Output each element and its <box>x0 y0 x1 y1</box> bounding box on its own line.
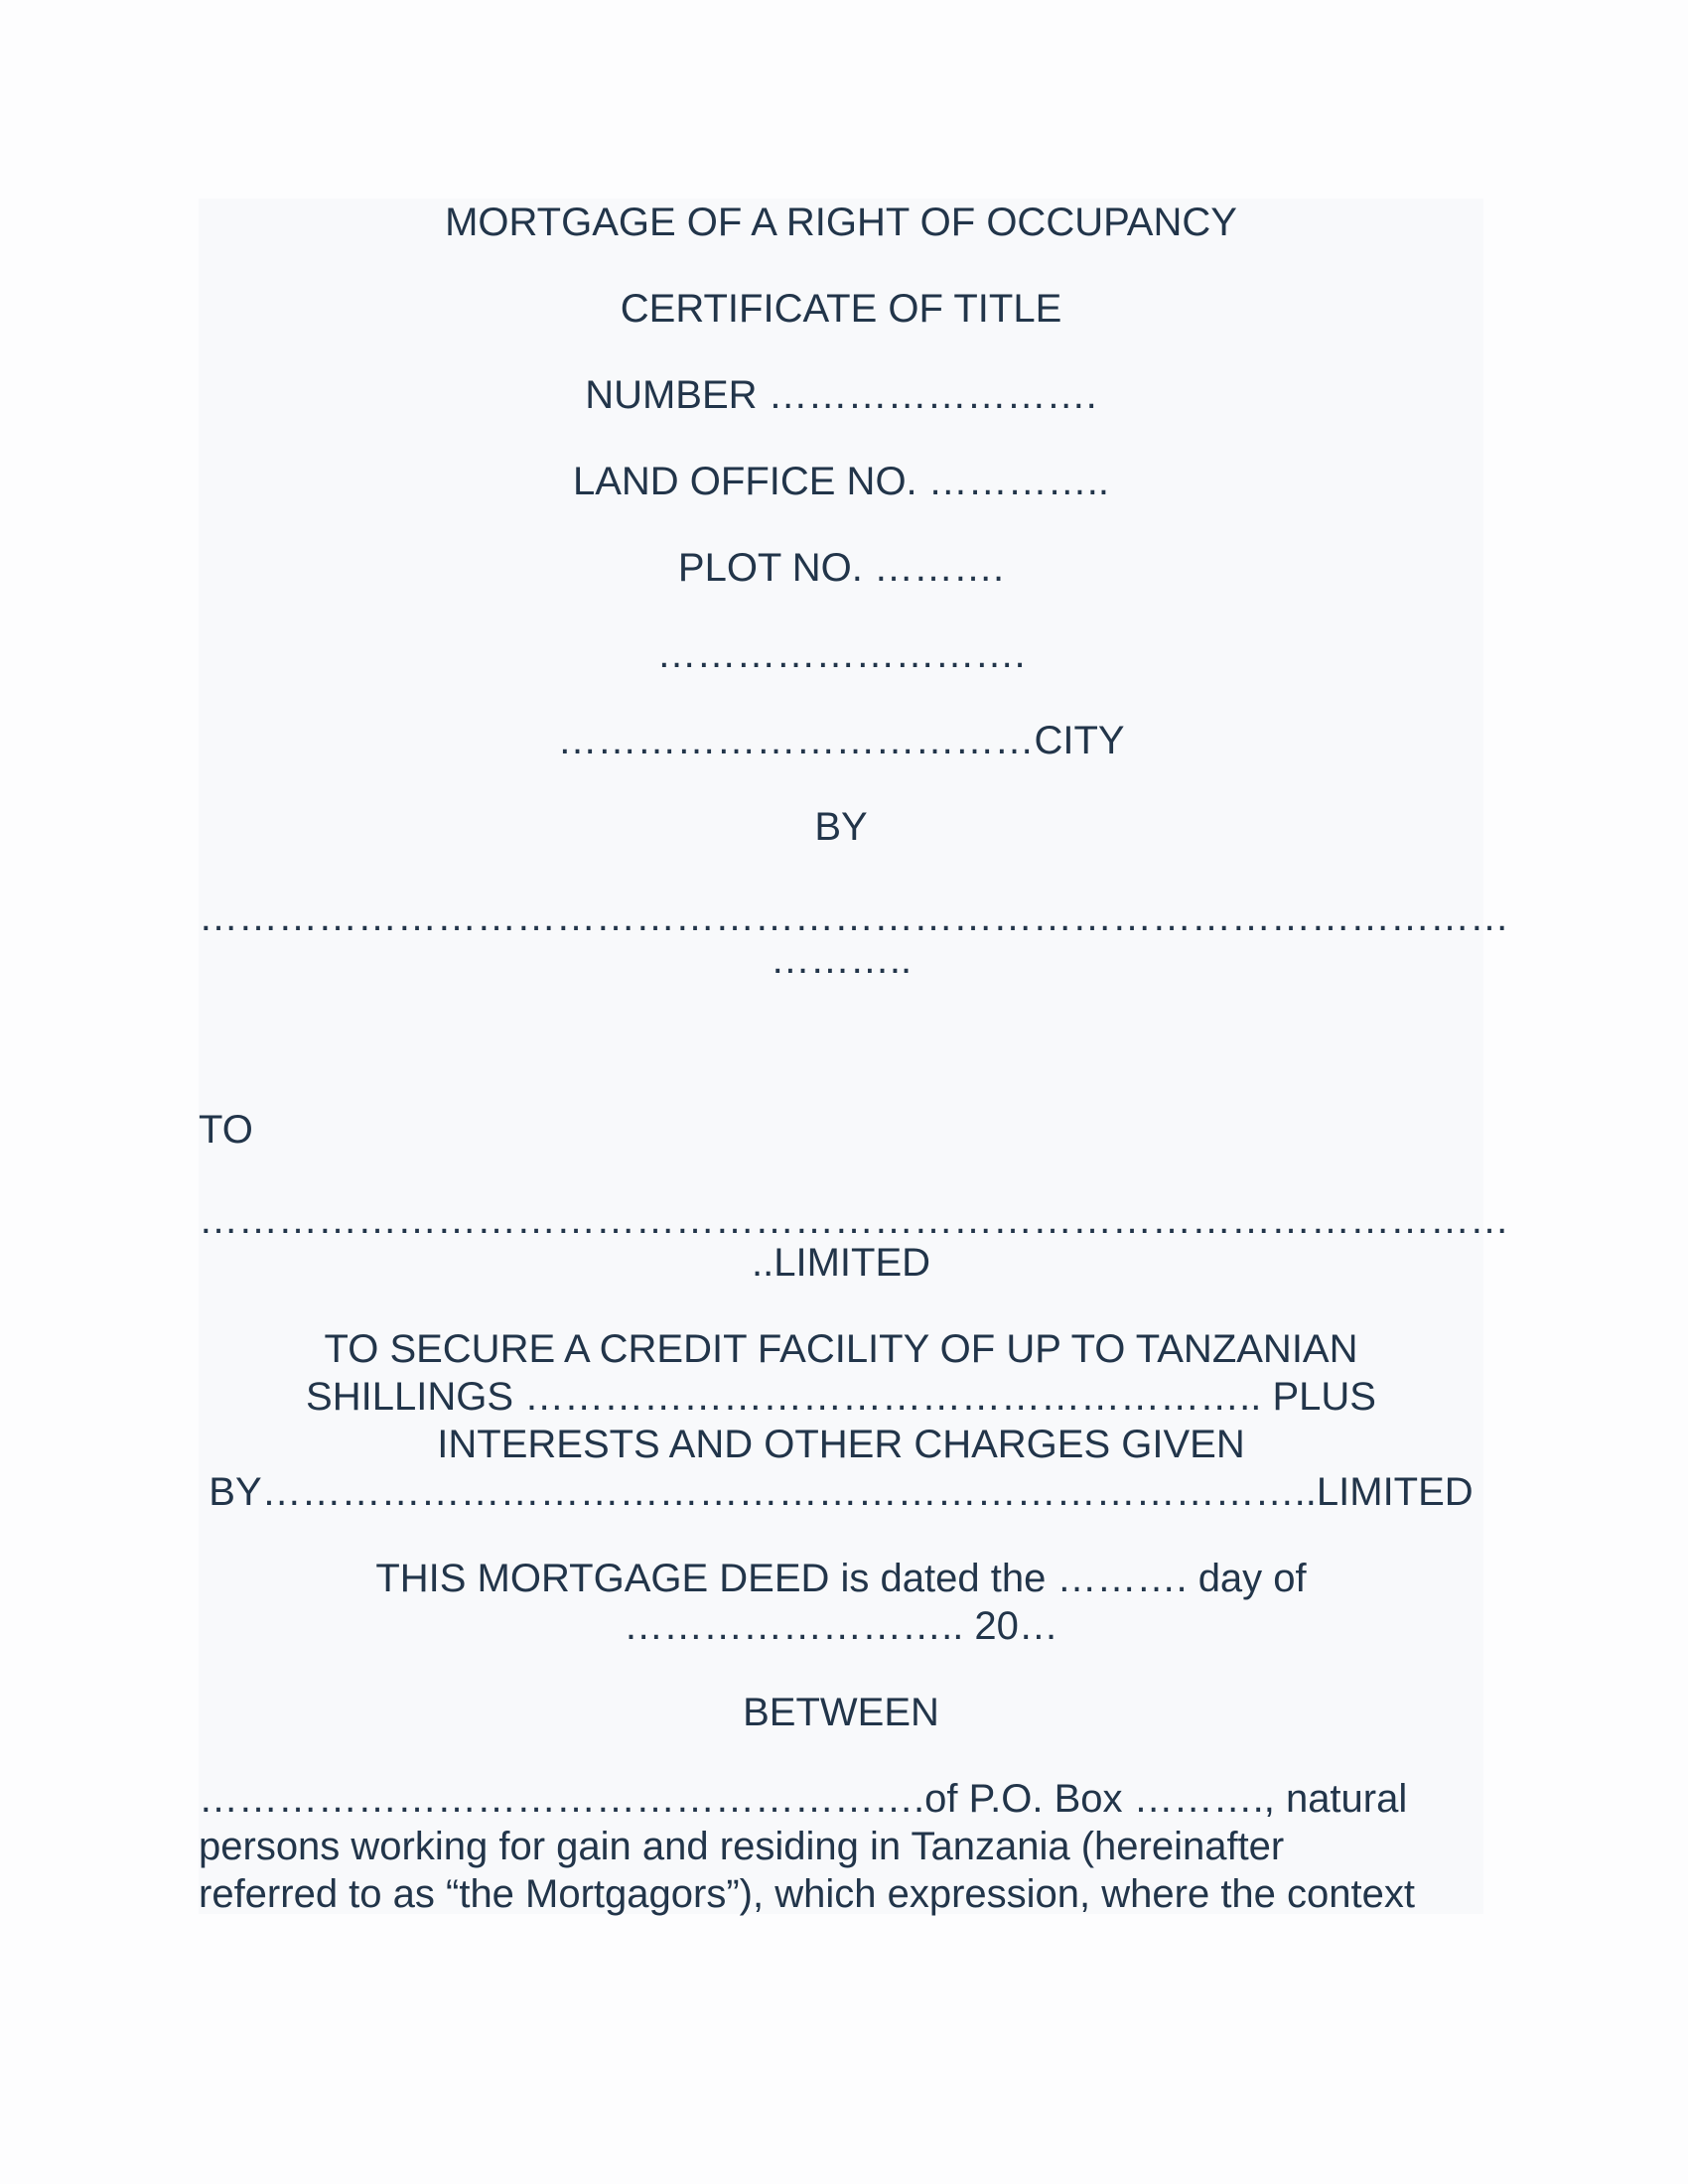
party-clause-line-3: referred to as “the Mortgagors”), which expression, where the context <box>199 1872 1415 1916</box>
mortgagor-blank-line-1: ……………………………………………………………………………………… <box>199 895 1509 939</box>
document-title: MORTGAGE OF A RIGHT OF OCCUPANCY <box>445 201 1237 244</box>
secure-clause-line-1: TO SECURE A CREDIT FACILITY OF UP TO TANZANIAN <box>324 1327 1358 1371</box>
party-clause-line-2: persons working for gain and residing in Tanzania (hereinafter <box>199 1825 1285 1868</box>
mortgagor-blank-line-2: ……….. <box>770 938 913 982</box>
secure-clause-line-2: SHILLINGS ……………………………………………….. PLUS <box>306 1375 1376 1419</box>
plot-number: PLOT NO. ………. <box>677 546 1005 590</box>
land-office-number: LAND OFFICE NO. ………….. <box>572 460 1110 503</box>
blank-line: ………………………. <box>656 632 1026 676</box>
title-number: NUMBER ……………………. <box>585 373 1097 417</box>
date-clause-line-1: THIS MORTGAGE DEED is dated the ………. day of <box>375 1557 1307 1600</box>
secure-clause-line-3: INTERESTS AND OTHER CHARGES GIVEN <box>437 1423 1245 1466</box>
date-clause-line-2: …………………….. 20… <box>624 1604 1058 1648</box>
lender-blank-line-1: ……………………………………………………………………………………… <box>199 1198 1509 1242</box>
certificate-heading: CERTIFICATE OF TITLE <box>620 287 1062 331</box>
by-label: BY <box>814 805 868 849</box>
lender-limited-line: ..LIMITED <box>751 1241 931 1285</box>
document-body <box>199 199 1509 1916</box>
city-line: ………………………………CITY <box>557 719 1125 762</box>
to-label: TO <box>199 1108 253 1152</box>
party-clause-line-1: ……………………………………………….of P.O. Box ………., natural <box>199 1777 1408 1821</box>
between-heading: BETWEEN <box>743 1691 939 1734</box>
secure-clause-line-4: BY……………………………………………………………………..LIMITED <box>209 1470 1474 1514</box>
